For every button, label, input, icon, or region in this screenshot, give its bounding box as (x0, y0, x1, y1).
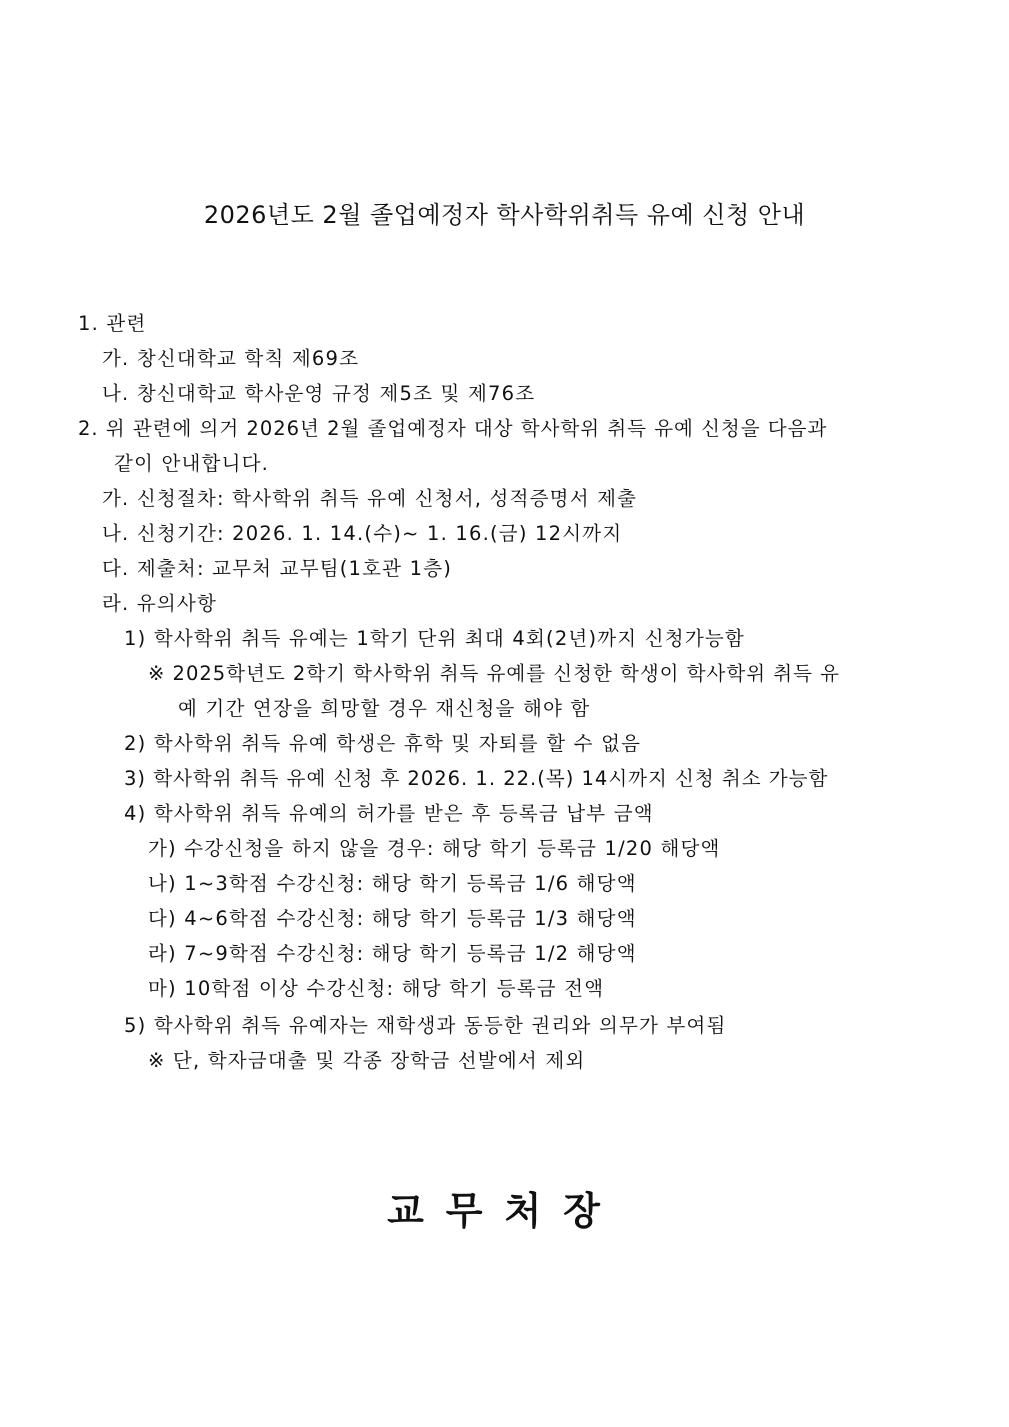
note-1: 1) 학사학위 취득 유예는 1학기 단위 최대 4회(2년)까지 신청가능함 (124, 627, 745, 650)
section-1-item-ga: 가. 창신대학교 학칙 제69조 (102, 347, 360, 370)
section-2-item-da: 다. 제출처: 교무처 교무팀(1호관 1층) (102, 557, 453, 580)
note-4-item-ra: 라) 7~9학점 수강신청: 해당 학기 등록금 1/2 해당액 (148, 942, 637, 965)
section-1-item-na: 나. 창신대학교 학사운영 규정 제5조 및 제76조 (102, 382, 536, 405)
note-4-item-ma: 마) 10학점 이상 수강신청: 해당 학기 등록금 전액 (148, 977, 605, 1000)
section-2-item-na: 나. 신청기간: 2026. 1. 14.(수)~ 1. 16.(금) 12시까지 (102, 522, 623, 545)
note-1-remark-cont: 예 기간 연장을 희망할 경우 재신청을 해야 함 (178, 697, 591, 720)
note-5-remark: ※ 단, 학자금대출 및 각종 장학금 선발에서 제외 (148, 1049, 586, 1072)
note-3: 3) 학사학위 취득 유예 신청 후 2026. 1. 22.(목) 14시까지 신청 취소 가능함 (124, 767, 829, 790)
signature: 교무처장 (387, 1189, 622, 1233)
note-2: 2) 학사학위 취득 유예 학생은 휴학 및 자퇴를 할 수 없음 (124, 732, 642, 755)
note-4-item-da: 다) 4~6학점 수강신청: 해당 학기 등록금 1/3 해당액 (148, 907, 637, 930)
section-2-item-ga: 가. 신청절차: 학사학위 취득 유예 신청서, 성적증명서 제출 (102, 487, 638, 510)
section-2-heading-cont: 같이 안내합니다. (114, 452, 270, 475)
note-1-remark: ※ 2025학년도 2학기 학사학위 취득 유예를 신청한 학생이 학사학위 취득 유 (148, 662, 840, 685)
note-4-item-na: 나) 1~3학점 수강신청: 해당 학기 등록금 1/6 해당액 (148, 872, 637, 895)
note-4-item-ga: 가) 수강신청을 하지 않을 경우: 해당 학기 등록금 1/20 해당액 (148, 837, 721, 860)
document-title: 2026년도 2월 졸업예정자 학사학위취득 유예 신청 안내 (203, 201, 806, 229)
note-4: 4) 학사학위 취득 유예의 허가를 받은 후 등록금 납부 금액 (124, 802, 654, 825)
note-5: 5) 학사학위 취득 유예자는 재학생과 동등한 권리와 의무가 부여됨 (124, 1014, 727, 1037)
section-1-heading: 1. 관련 (78, 312, 147, 335)
section-2-heading: 2. 위 관련에 의거 2026년 2월 졸업예정자 대상 학사학위 취득 유예 신청을 다음과 (78, 417, 828, 440)
section-2-item-ra: 라. 유의사항 (102, 592, 217, 615)
